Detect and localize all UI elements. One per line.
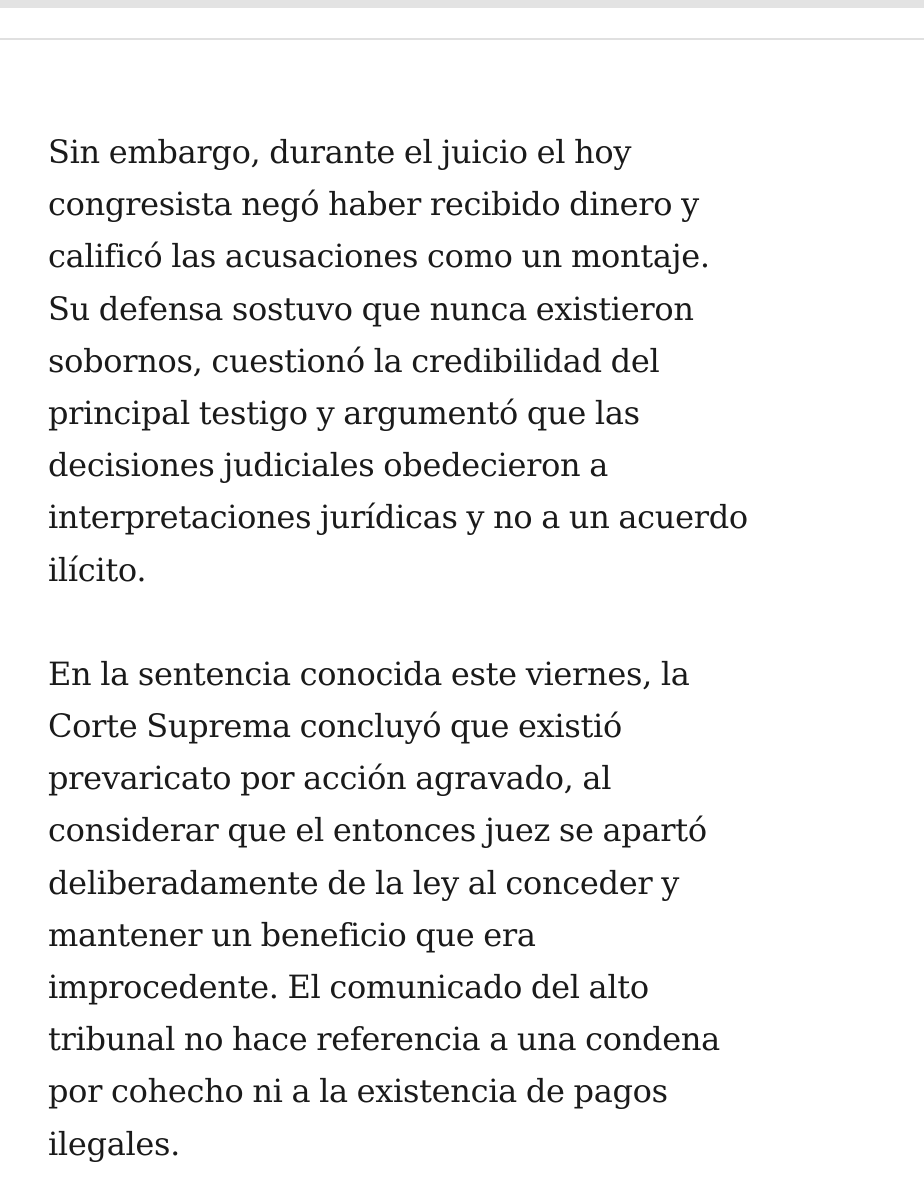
top-divider bbox=[0, 38, 924, 40]
paragraph-line: improcedente. El comunicado del alto bbox=[48, 968, 649, 1007]
paragraph-line: Sin embargo, durante el juicio el hoy bbox=[48, 133, 632, 171]
paragraph-2 bbox=[48, 648, 908, 1170]
paragraph-line: deliberadamente de la ley al conceder y bbox=[48, 863, 680, 902]
paragraph-line: tribunal no hace referencia a una condena bbox=[48, 1020, 720, 1059]
paragraph-line: En la sentencia conocida este viernes, la bbox=[48, 654, 690, 693]
paragraph-1 bbox=[48, 126, 908, 596]
paragraph-line: principal testigo y argumentó que las bbox=[48, 394, 640, 433]
paragraph-line: interpretaciones jurídicas y no a un acuerdo bbox=[48, 498, 748, 537]
paragraph-line: por cohecho ni a la existencia de pagos bbox=[48, 1072, 668, 1111]
paragraph-line: calificó las acusaciones como un montaje. bbox=[48, 237, 710, 276]
paragraph-line: mantener un beneficio que era bbox=[48, 915, 536, 954]
paragraph-line: congresista negó haber recibido dinero y bbox=[48, 185, 699, 224]
paragraph-line: ilícito. bbox=[48, 550, 147, 589]
paragraph-line: considerar que el entonces juez se apartó bbox=[48, 811, 707, 850]
paragraph-line: ilegales. bbox=[48, 1124, 181, 1163]
paragraph-line: Su defensa sostuvo que nunca existieron bbox=[48, 289, 694, 328]
top-bar bbox=[0, 0, 924, 8]
paragraph-line: prevaricato por acción agravado, al bbox=[48, 759, 612, 798]
paragraph-line: decisiones judiciales obedecieron a bbox=[48, 446, 609, 485]
paragraph-line: sobornos, cuestionó la credibilidad del bbox=[48, 341, 660, 380]
paragraph-line: Corte Suprema concluyó que existió bbox=[48, 707, 622, 746]
article-body bbox=[48, 126, 908, 1170]
